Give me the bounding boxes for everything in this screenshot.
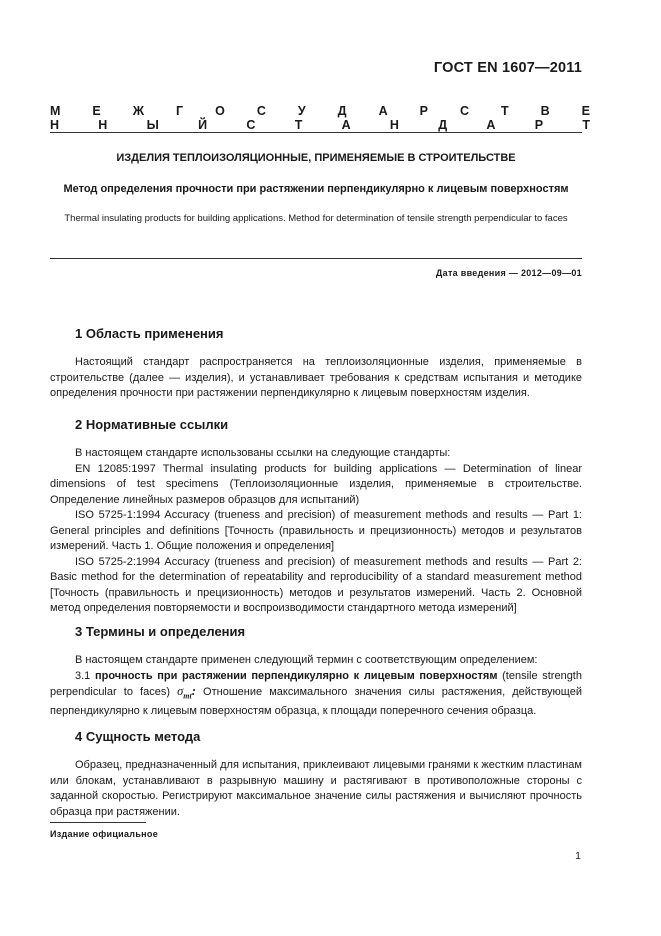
document-title-ru: ИЗДЕЛИЯ ТЕПЛОИЗОЛЯЦИОННЫЕ, ПРИМЕНЯЕМЫЕ В СТРОИТЕЛЬСТВЕ <box>116 152 516 164</box>
top-divider <box>50 132 582 133</box>
section-1-text: Настоящий стандарт распространяется на теплоизоляционные изделия, применяемые в строительстве (далее — изделия), и устанавливает требования к средствам испытания и методике определения прочности при растяжении перпендикулярно к лицевым поверхностям изделия. <box>50 356 582 399</box>
term-name-ru: прочность при растяжении перпендикулярно к лицевым поверхностям <box>94 669 498 682</box>
section-4-body <box>50 758 582 820</box>
section-4-heading: 4 Сущность метода <box>75 729 201 744</box>
term-definition: Отношение максимального значения силы растяжения, действующей перпендикулярно к лицевым поверхностям образца, к площади поперечного сечения образца. <box>50 686 582 717</box>
document-subtitle-ru: Метод определения прочности при растяжении перпендикулярно к лицевым поверхностям <box>63 183 569 195</box>
sigma-symbol: σ <box>177 684 184 698</box>
section-3-heading: 3 Термины и определения <box>75 624 246 639</box>
section-1-heading: 1 Область применения <box>75 326 224 341</box>
section-2-intro: В настоящем стандарте использованы ссылки на следующие стандарты: <box>75 447 451 459</box>
introduction-date: Дата введения — 2012—09—01 <box>435 268 582 278</box>
section-1-body <box>50 355 582 402</box>
term-3-1 <box>50 669 582 720</box>
reference-iso5725-2: ISO 5725-2:1994 Accuracy (trueness and precision) of measurement methods and results — Part 2: Basic method for the determination of repeatability and reproducibility of a standard measurement method [Точность (правильность и прецизионность) методов и результатов измерений. Часть 2. Основной метод определения повторяемости и воспроизводимости стандартного метода измерений] <box>50 555 582 614</box>
section-4-text: Образец, предназначенный для испытания, приклеивают лицевыми гранями к жестким пластинам или блокам, устанавливают в разрывную машину и растягивают в противоположные стороны с заданной скоростью. Регистрируют максимальное значение силы растяжения и вычисляют прочность образца при растяжении. <box>50 759 582 818</box>
section-3-intro: В настоящем стандарте применен следующий термин с соответствующим определением: <box>75 654 538 666</box>
page-number: 1 <box>575 850 581 862</box>
official-edition-label: Издание официальное <box>50 829 159 839</box>
interstate-standard-label: М Е Ж Г О С У Д А Р С Т В Е Н Н Ы Й С Т А Н Д А Р Т <box>50 104 590 132</box>
section-2-heading: 2 Нормативные ссылки <box>75 417 229 432</box>
term-number: 3.1 <box>75 669 91 682</box>
reference-en12085: EN 12085:1997 Thermal insulating products for building applications — Determination of linear dimensions of test specimens (Теплоизоляционные изделия, применяемые в строительстве. Определение линейных размеров образцов для испытаний) <box>50 462 582 506</box>
reference-iso5725-1: ISO 5725-1:1994 Accuracy (trueness and precision) of measurement methods and results — Part 1: General principles and definitions [Точность (правильность и прецизионность) методов и результатов измерений. Часть 1. Общие положения и определения] <box>50 509 582 552</box>
term-symbol <box>177 684 196 701</box>
standard-id: ГОСТ EN 1607—2011 <box>433 60 582 76</box>
document-title-en: Thermal insulating products for building applications. Method for determination of tensile strength perpendicular to faces <box>64 213 568 224</box>
term-name-en: (tensile strength perpendicular to faces) <box>50 669 582 698</box>
section-2-body <box>50 446 582 617</box>
section-3-body <box>50 653 582 720</box>
symbol-colon: : <box>191 684 196 698</box>
footer-divider <box>50 822 146 823</box>
sigma-subscript: mt <box>183 691 192 701</box>
title-divider <box>50 258 582 259</box>
